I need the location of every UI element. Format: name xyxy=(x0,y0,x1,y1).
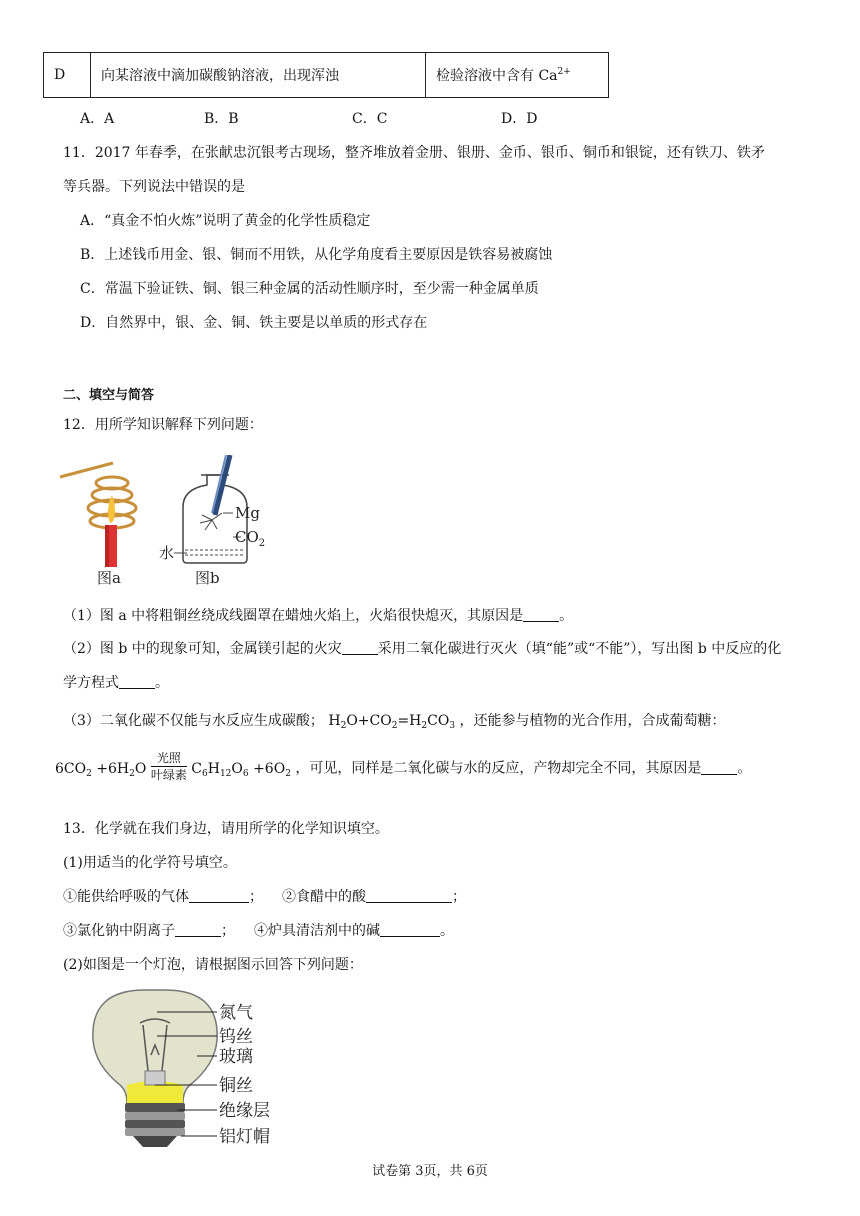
q13-item3: ③氯化钠中阴离子 ； xyxy=(63,923,235,939)
mg-label: Mg xyxy=(235,504,260,522)
section-title: 二、填空与简答 xyxy=(63,388,155,403)
q13-item1: ①能供给呼吸的气体 ； xyxy=(63,889,263,905)
row-operation: 向某溶液中滴加碳酸钠溶液，出现浑浊 xyxy=(91,53,426,98)
q11-stem-line1: 11．2017 年春季，在张献忠沉银考古现场，整齐堆放着金册、银册、金币、银币、铜币和银锭，还有铁刀、铁矛 xyxy=(63,145,765,161)
q10-option-a: A．A xyxy=(80,111,115,127)
light-bulb-figure xyxy=(85,985,295,1160)
bulb-label-glass: 玻璃 xyxy=(219,1047,253,1067)
bulb-label-tungsten: 钨丝 xyxy=(219,1027,253,1047)
bulb-label-nitrogen: 氮气 xyxy=(219,1003,253,1023)
row-purpose: 检验溶液中含有 $Ca^{2+}$ xyxy=(426,53,609,98)
q12-stem: 12．用所学知识解释下列问题： xyxy=(63,417,263,433)
options-table xyxy=(43,52,609,98)
candle-coil-illustration xyxy=(60,463,136,567)
q11-option-b: B．上述钱币用金、银、铜而不用铁，从化学角度看主要原因是铁容易被腐蚀 xyxy=(80,247,553,263)
q12-part2-line1: （2）图 b 中的现象可知，金属镁引起的火灾 采用二氧化碳进行灭火（填“能”或“不能”），写出图 b 中反应的化 xyxy=(63,641,782,657)
table-row xyxy=(44,53,609,98)
co2-label: $CO_2$ xyxy=(235,528,266,549)
figure-a-label: 图a xyxy=(97,569,121,587)
carbonic-acid-equation: $H_2O+CO_2=H_2CO_3$ xyxy=(328,713,456,731)
q10-option-b: B．B xyxy=(204,111,239,127)
row-letter: D xyxy=(44,53,91,98)
bulb-label-cap: 铝灯帽 xyxy=(219,1127,270,1147)
q13-stem: 13．化学就在我们身边，请用所学的化学知识填空。 xyxy=(63,821,389,837)
page-footer: 试卷第 3页，共 6页 xyxy=(372,1164,488,1179)
candle-mg-figure xyxy=(55,455,285,590)
q13-sub2: (2)如图是一个灯泡，请根据图示回答下列问题： xyxy=(63,957,363,973)
bulb-label-insulation: 绝缘层 xyxy=(219,1101,270,1121)
photosynthesis-line: $6CO_2 +6H_2O$ $\frac{\text{光照}}{\text{叶绿素}}$ $C_6H_{12}O_6 +6O_2$ ，可见，同样是二氧化碳与水的反应，产物却完全不同，其原因是 。 xyxy=(55,751,752,782)
q10-option-d: D．D xyxy=(501,111,538,127)
q12-part2-line2: 学方程式 。 xyxy=(63,675,169,691)
figure-b-label: 图b xyxy=(195,569,220,587)
q11-option-d: D．自然界中，银、金、铜、铁主要是以单质的形式存在 xyxy=(80,315,428,331)
q13-item2: ②食醋中的酸 ； xyxy=(282,889,466,905)
q11-stem-line2: 等兵器。下列说法中错误的是 xyxy=(63,179,245,195)
q13-item4: ④炉具清洁剂中的碱 。 xyxy=(254,923,454,939)
q11-option-a: A．“真金不怕火炼”说明了黄金的化学性质稳定 xyxy=(80,213,371,229)
q11-option-c: C．常温下验证铁、铜、银三种金属的活动性顺序时，至少需一种金属单质 xyxy=(80,281,539,297)
q12-part3: （3）二氧化碳不仅能与水反应生成碳酸； $H_2O+CO_2=H_2CO_3$ ，还能参与植物的光合作用，合成葡萄糖： xyxy=(63,713,726,731)
q12-part1: （1）图 a 中将粗铜丝绕成线圈罩在蜡烛火焰上，火焰很快熄灭，其原因是 。 xyxy=(63,608,574,624)
light-bulb-illustration xyxy=(93,990,217,1147)
bulb-label-copper: 铜丝 xyxy=(219,1076,253,1096)
water-label: 水 xyxy=(159,544,175,562)
photosynthesis-equation: $6CO_2 +6H_2O$ $\frac{\text{光照}}{\text{叶绿素}}$ $C_6H_{12}O_6 +6O_2$ xyxy=(55,751,291,782)
q13-sub1: (1)用适当的化学符号填空。 xyxy=(63,855,237,871)
q10-option-c: C．C xyxy=(352,111,388,127)
